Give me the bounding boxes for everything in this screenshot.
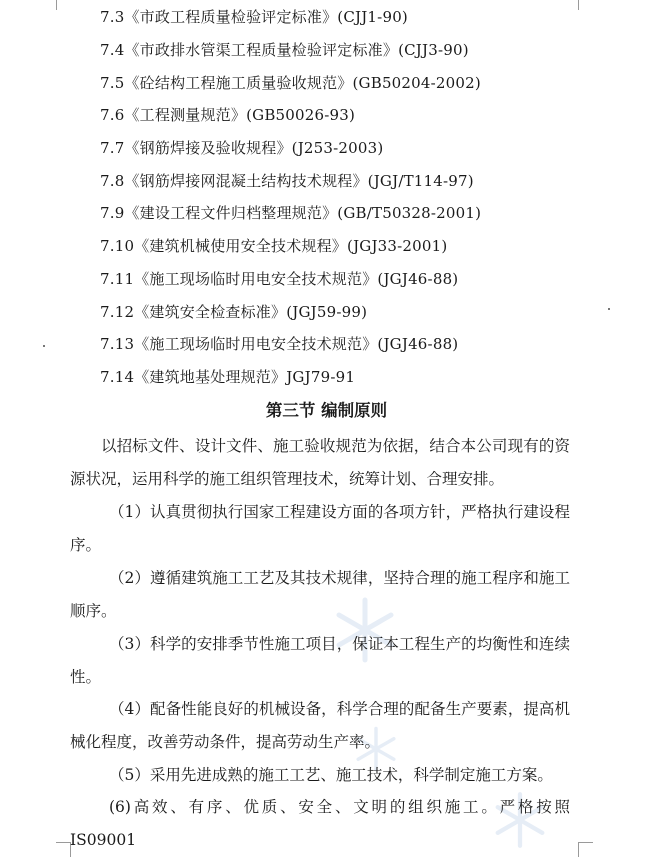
reference-item: 7.9《建设工程文件归档整理规范》(GB/T50328-2001) bbox=[100, 204, 482, 222]
crop-mark-bottom-right bbox=[578, 842, 593, 857]
reference-item: 7.5《砼结构工程施工质量验收规范》(GB50204-2002) bbox=[100, 74, 481, 92]
body-paragraph: 以招标文件、设计文件、施工验收规范为依据，结合本公司现有的资源状况，运用科学的施工组织管理技术，统筹计划、合理安排。 bbox=[70, 437, 570, 488]
body-paragraph: （4）配备性能良好的机械设备，科学合理的配备生产要素，提高机械化程度，改善劳动条件，提高劳动生产率。 bbox=[70, 700, 570, 751]
body-paragraph: （1）认真贯彻执行国家工程建设方面的各项方针，严格执行建设程序。 bbox=[70, 503, 570, 554]
crop-mark-top-right bbox=[578, 0, 579, 10]
reference-item: 7.12《建筑安全检查标准》(JGJ59-99) bbox=[100, 303, 368, 321]
reference-item: 7.8《钢筋焊接网混凝土结构技术规程》(JGJ/T114-97) bbox=[100, 172, 474, 190]
reference-item: 7.6《工程测量规范》(GB50026-93) bbox=[100, 106, 356, 124]
reference-item: 7.14《建筑地基处理规范》JGJ79-91 bbox=[100, 368, 356, 386]
reference-item: 7.10《建筑机械使用安全技术规程》(JGJ33-2001) bbox=[100, 237, 448, 255]
crop-mark-bottom-left bbox=[56, 842, 71, 857]
section-heading: 第三节 编制原则 bbox=[265, 401, 388, 420]
body-paragraph: （5）采用先进成熟的施工工艺、施工技术，科学制定施工方案。 bbox=[109, 766, 553, 784]
reference-item: 7.11《施工现场临时用电安全技术规范》(JGJ46-88) bbox=[100, 270, 459, 288]
margin-dot bbox=[608, 308, 610, 310]
reference-item: 7.4《市政排水管渠工程质量检验评定标准》(CJJ3-90) bbox=[100, 41, 469, 59]
reference-item: 7.7《钢筋焊接及验收规程》(J253-2003) bbox=[100, 139, 384, 157]
reference-item: 7.3《市政工程质量检验评定标准》(CJJ1-90) bbox=[100, 8, 408, 26]
reference-item: 7.13《施工现场临时用电安全技术规范》(JGJ46-88) bbox=[100, 335, 459, 353]
crop-mark-top-left bbox=[56, 0, 57, 10]
body-paragraph: （2）遵循建筑施工工艺及其技术规律，坚持合理的施工程序和施工顺序。 bbox=[70, 569, 570, 620]
body-paragraph: (6)高效、有序、优质、安全、文明的组织施工。严格按照 IS09001 bbox=[70, 798, 570, 849]
body-paragraph: （3）科学的安排季节性施工项目，保证本工程生产的均衡性和连续性。 bbox=[70, 635, 570, 686]
margin-dot bbox=[43, 345, 45, 347]
